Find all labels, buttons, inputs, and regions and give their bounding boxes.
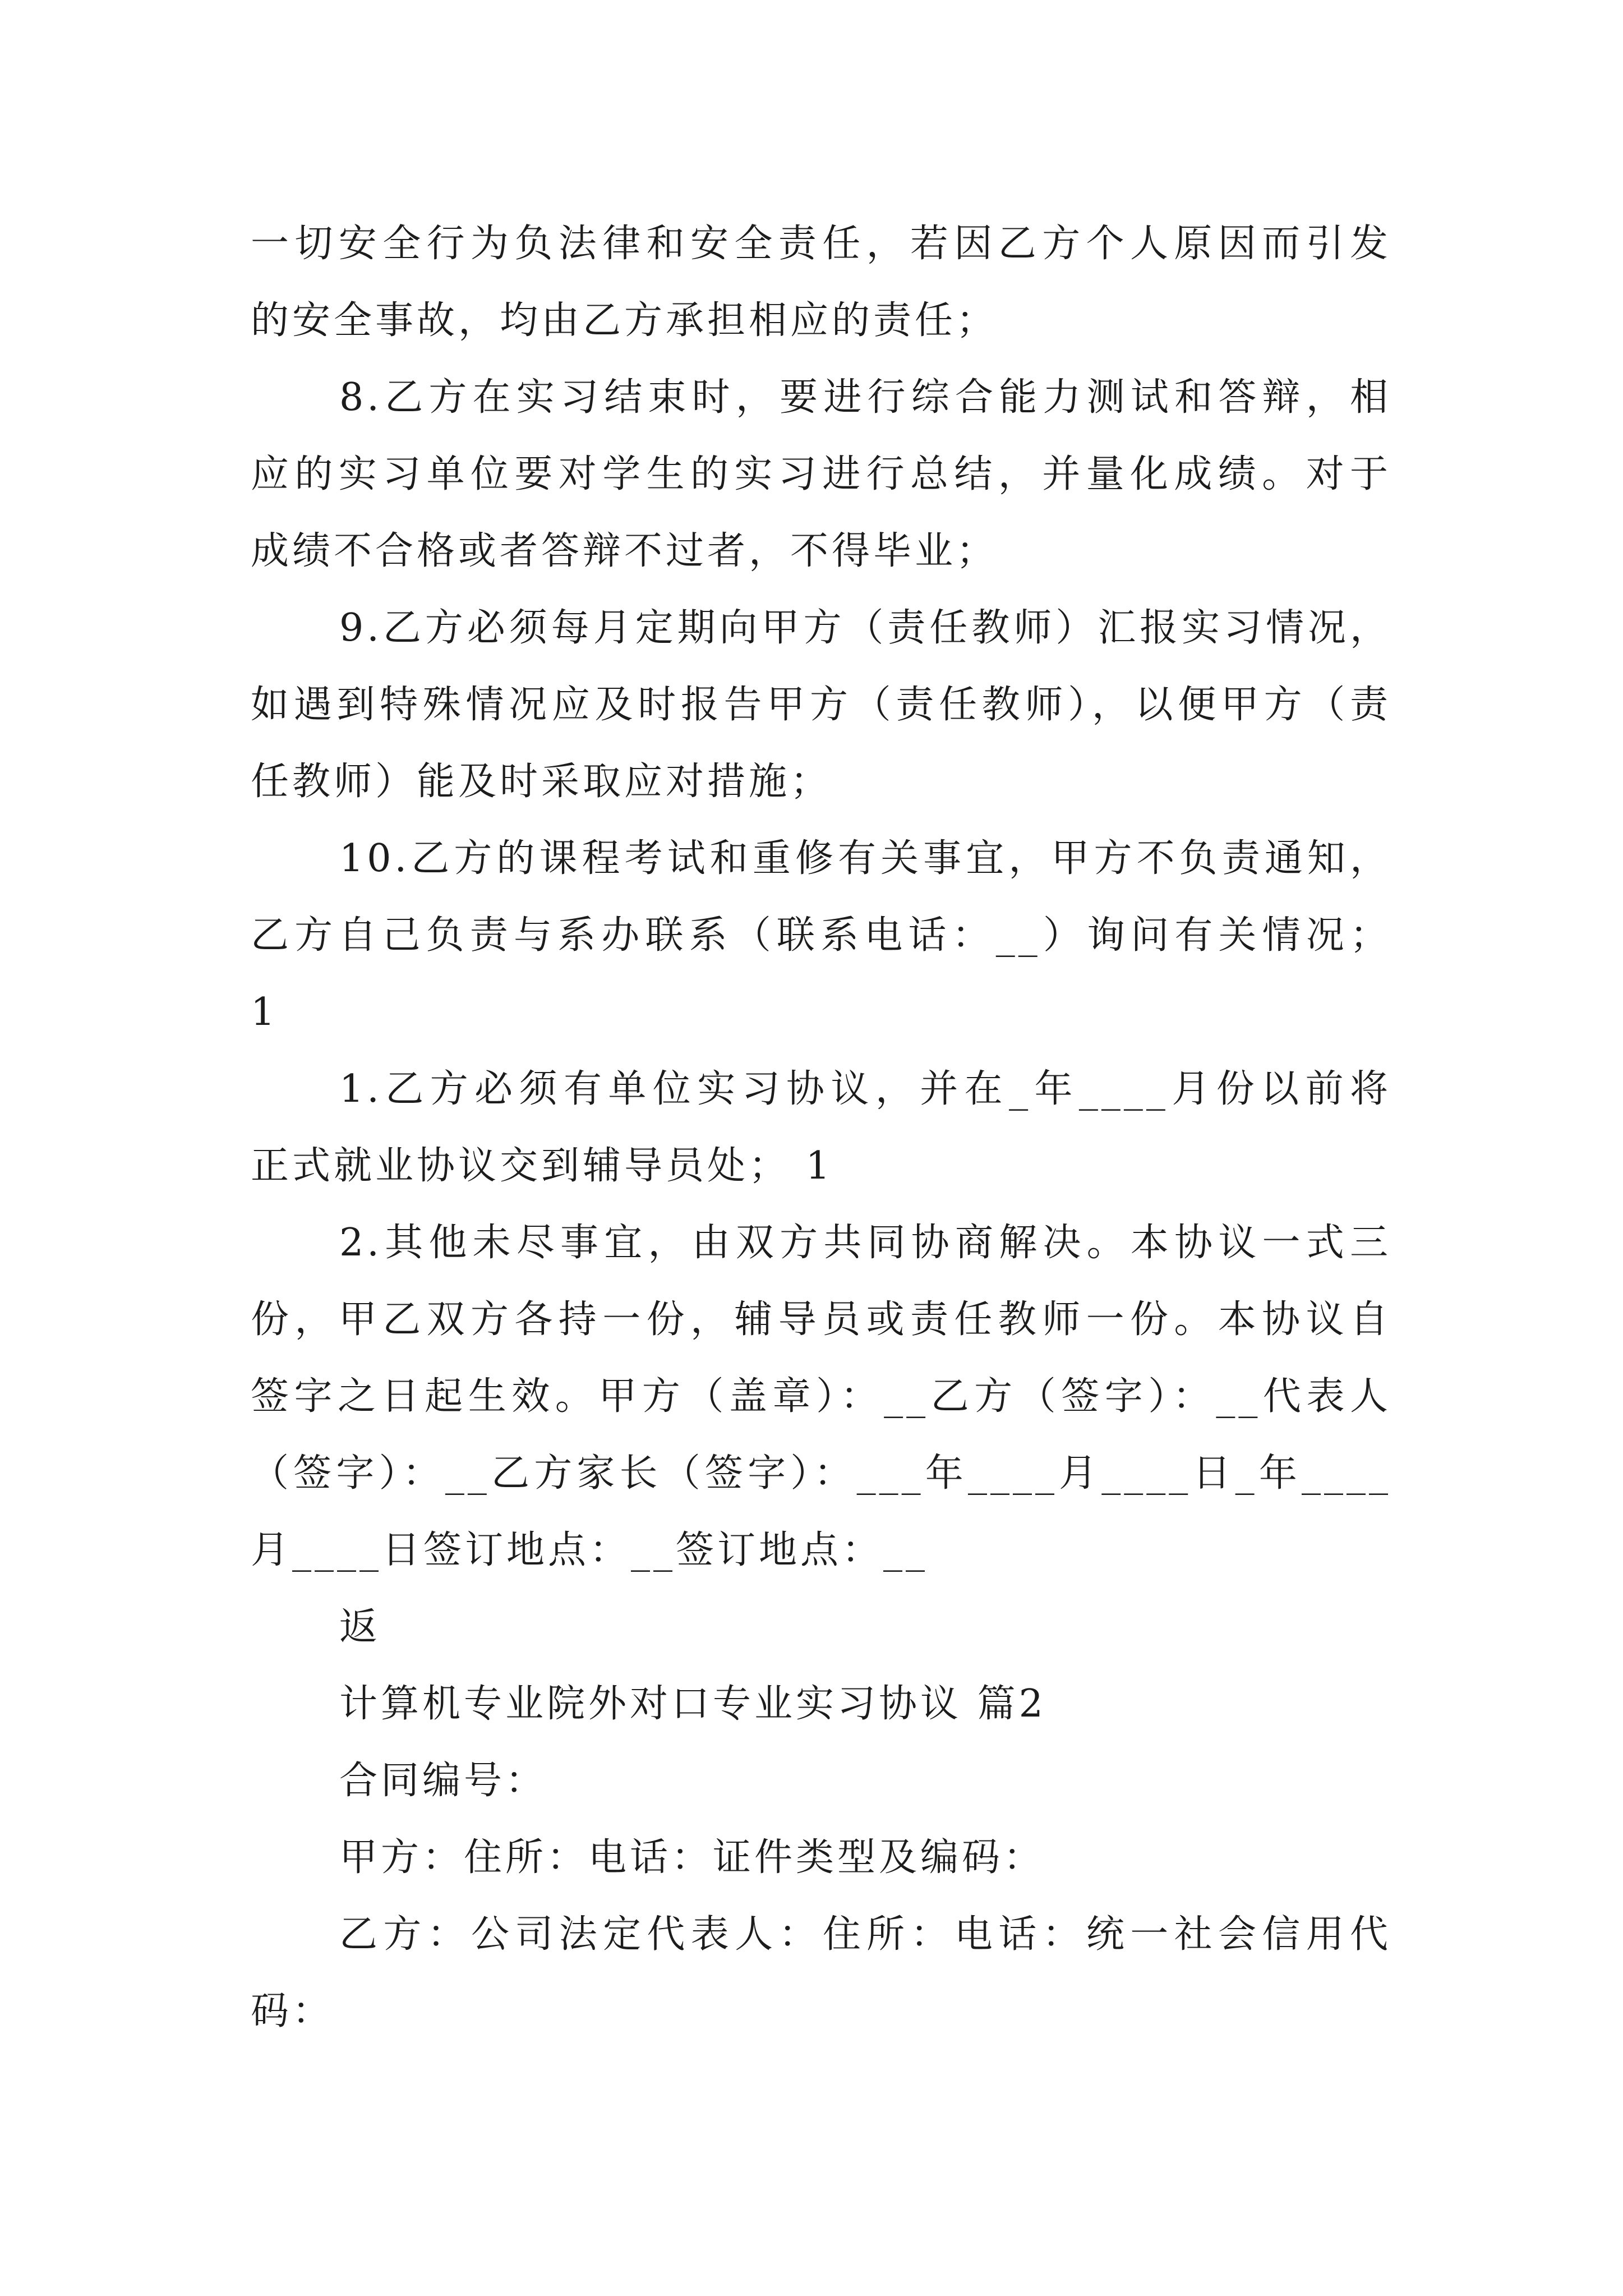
- contract-number-field: 合同编号：: [339, 1759, 547, 1803]
- clause-9-line-1: 9.乙方必须每月定期向甲方（责任教师）汇报实习情况，: [339, 606, 1391, 650]
- clause-10-line-3: 1: [251, 990, 279, 1034]
- clause-8-line-1: 8.乙方在实习结束时，要进行综合能力测试和答辩，相: [339, 375, 1391, 420]
- return-text: 返: [339, 1605, 381, 1649]
- signature-line-3: 月____日签订地点：__签订地点：__: [251, 1528, 929, 1572]
- clause-7-line-1: 一切安全行为负法律和安全责任，若因乙方个人原因而引发: [251, 222, 1391, 266]
- clause-11-line-2: 正式就业协议交到辅导员处； 1: [251, 1144, 833, 1188]
- signature-line-1: 签字之日起生效。甲方（盖章）：__乙方（签字）：__代表人: [251, 1374, 1391, 1419]
- clause-8-line-3: 成绩不合格或者答辩不过者，不得毕业；: [251, 529, 998, 573]
- clause-9-line-2: 如遇到特殊情况应及时报告甲方（责任教师），以便甲方（责: [251, 683, 1391, 727]
- clause-9-line-3: 任教师）能及时采取应对措施；: [251, 760, 832, 804]
- clause-11-line-1: 1.乙方必须有单位实习协议，并在_年____月份以前将: [339, 1067, 1391, 1111]
- clause-10-line-1: 10.乙方的课程考试和重修有关事宜，甲方不负责通知，: [339, 836, 1391, 881]
- signature-line-2: （签字）：__乙方家长（签字）：___年____月____日_年____: [251, 1451, 1391, 1496]
- section-title: 计算机专业院外对口专业实习协议 篇2: [339, 1682, 1046, 1726]
- party-b-info-line-2: 码：: [251, 1989, 334, 2033]
- clause-12-line-2: 份，甲乙双方各持一份，辅导员或责任教师一份。本协议自: [251, 1297, 1391, 1342]
- party-b-info-line-1: 乙方：公司法定代表人：住所：电话：统一社会信用代: [339, 1912, 1391, 1957]
- party-a-info: 甲方：住所：电话：证件类型及编码：: [339, 1835, 1045, 1880]
- clause-10-line-2: 乙方自己负责与系办联系（联系电话：__）询问有关情况；: [251, 913, 1391, 958]
- clause-7-line-2: 的安全事故，均由乙方承担相应的责任；: [251, 298, 998, 343]
- document-body: [251, 205, 1391, 2050]
- clause-8-line-2: 应的实习单位要对学生的实习进行总结，并量化成绩。对于: [251, 452, 1391, 496]
- clause-12-line-1: 2.其他未尽事宜，由双方共同协商解决。本协议一式三: [339, 1221, 1391, 1265]
